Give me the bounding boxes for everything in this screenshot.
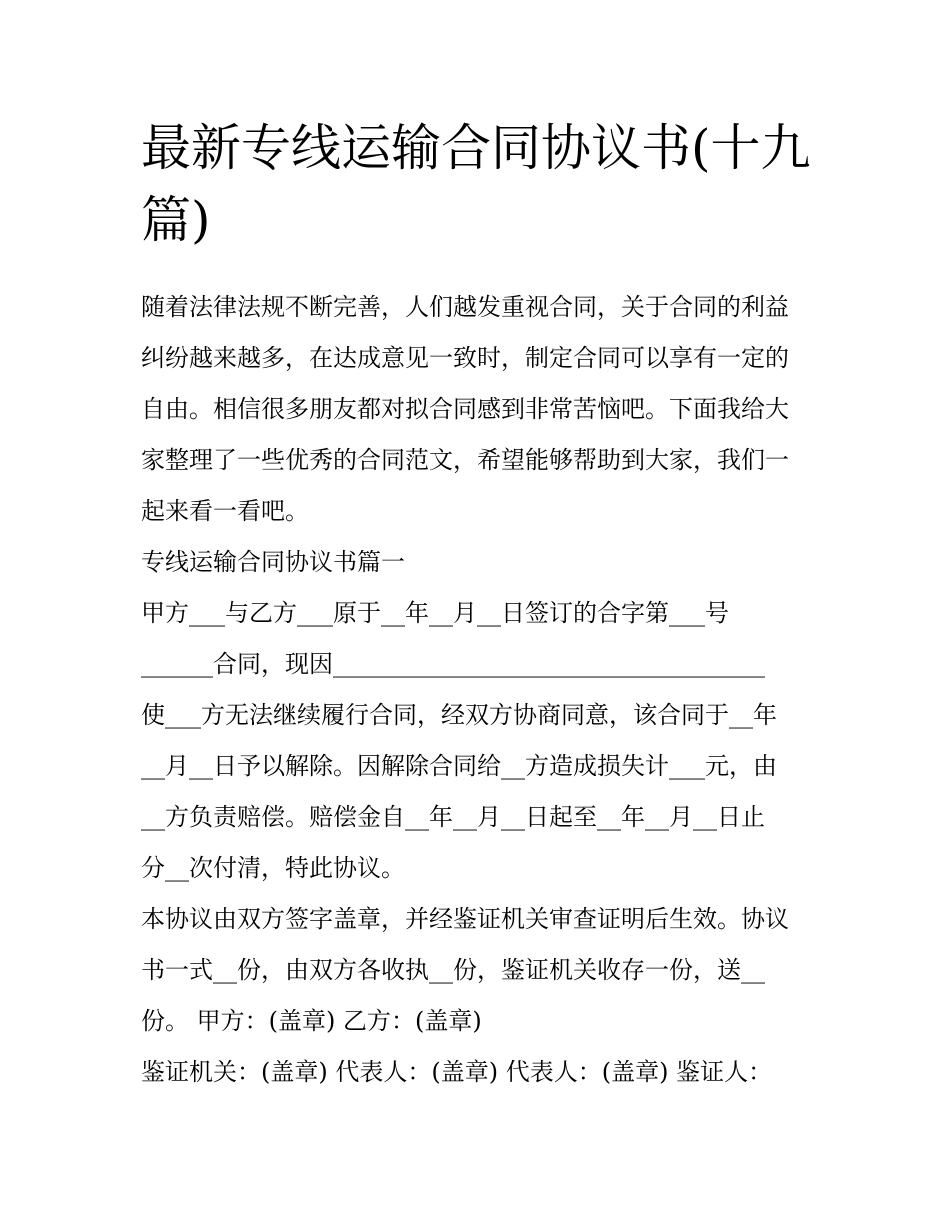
agreement-paragraph-line: ______合同，现因____________________________________ — [141, 650, 765, 678]
agreement-paragraph-line: 使___方无法继续履行合同，经双方协商同意，该合同于__年 — [141, 701, 777, 729]
intro-paragraph-line: 纠纷越来越多，在达成意见一致时，制定合同可以享有一定的 — [141, 344, 789, 372]
agreement-paragraph-line: 分__次付清，特此协议。 — [141, 854, 405, 882]
effectiveness-paragraph-line: 书一式__份，由双方各收执__份，鉴证机关收存一份，送__ — [141, 956, 765, 984]
document-body — [141, 282, 813, 1098]
title-line-1: 最新专线运输合同协议书(十九 — [141, 119, 811, 177]
agreement-paragraph-line: __方负责赔偿。赔偿金自__年__月__日起至__年__月__日止 — [141, 803, 765, 831]
intro-paragraph-line: 随着法律法规不断完善，人们越发重视合同，关于合同的利益 — [141, 293, 789, 321]
effectiveness-paragraph-line: 本协议由双方签字盖章，并经鉴证机关审查证明后生效。协议 — [141, 905, 789, 933]
intro-paragraph-line: 自由。相信很多朋友都对拟合同感到非常苦恼吧。下面我给大 — [141, 395, 789, 423]
intro-paragraph-line: 家整理了一些优秀的合同范文，希望能够帮助到大家，我们一 — [141, 446, 789, 474]
section-heading: 专线运输合同协议书篇一 — [141, 548, 405, 576]
document-title — [141, 112, 813, 256]
document-content — [141, 112, 813, 1098]
agreement-paragraph-line: 甲方___与乙方___原于__年__月__日签订的合字第___号 — [141, 599, 729, 627]
signature-line: 份。 甲方：(盖章) 乙方：(盖章) — [141, 1007, 482, 1035]
agreement-paragraph-line: __月__日予以解除。因解除合同给__方造成损失计___元，由 — [141, 752, 777, 780]
intro-paragraph-line: 起来看一看吧。 — [141, 497, 309, 525]
title-line-2: 篇) — [141, 191, 211, 249]
signature-line: 鉴证机关：(盖章) 代表人：(盖章) 代表人：(盖章) 鉴证人： — [141, 1058, 773, 1086]
